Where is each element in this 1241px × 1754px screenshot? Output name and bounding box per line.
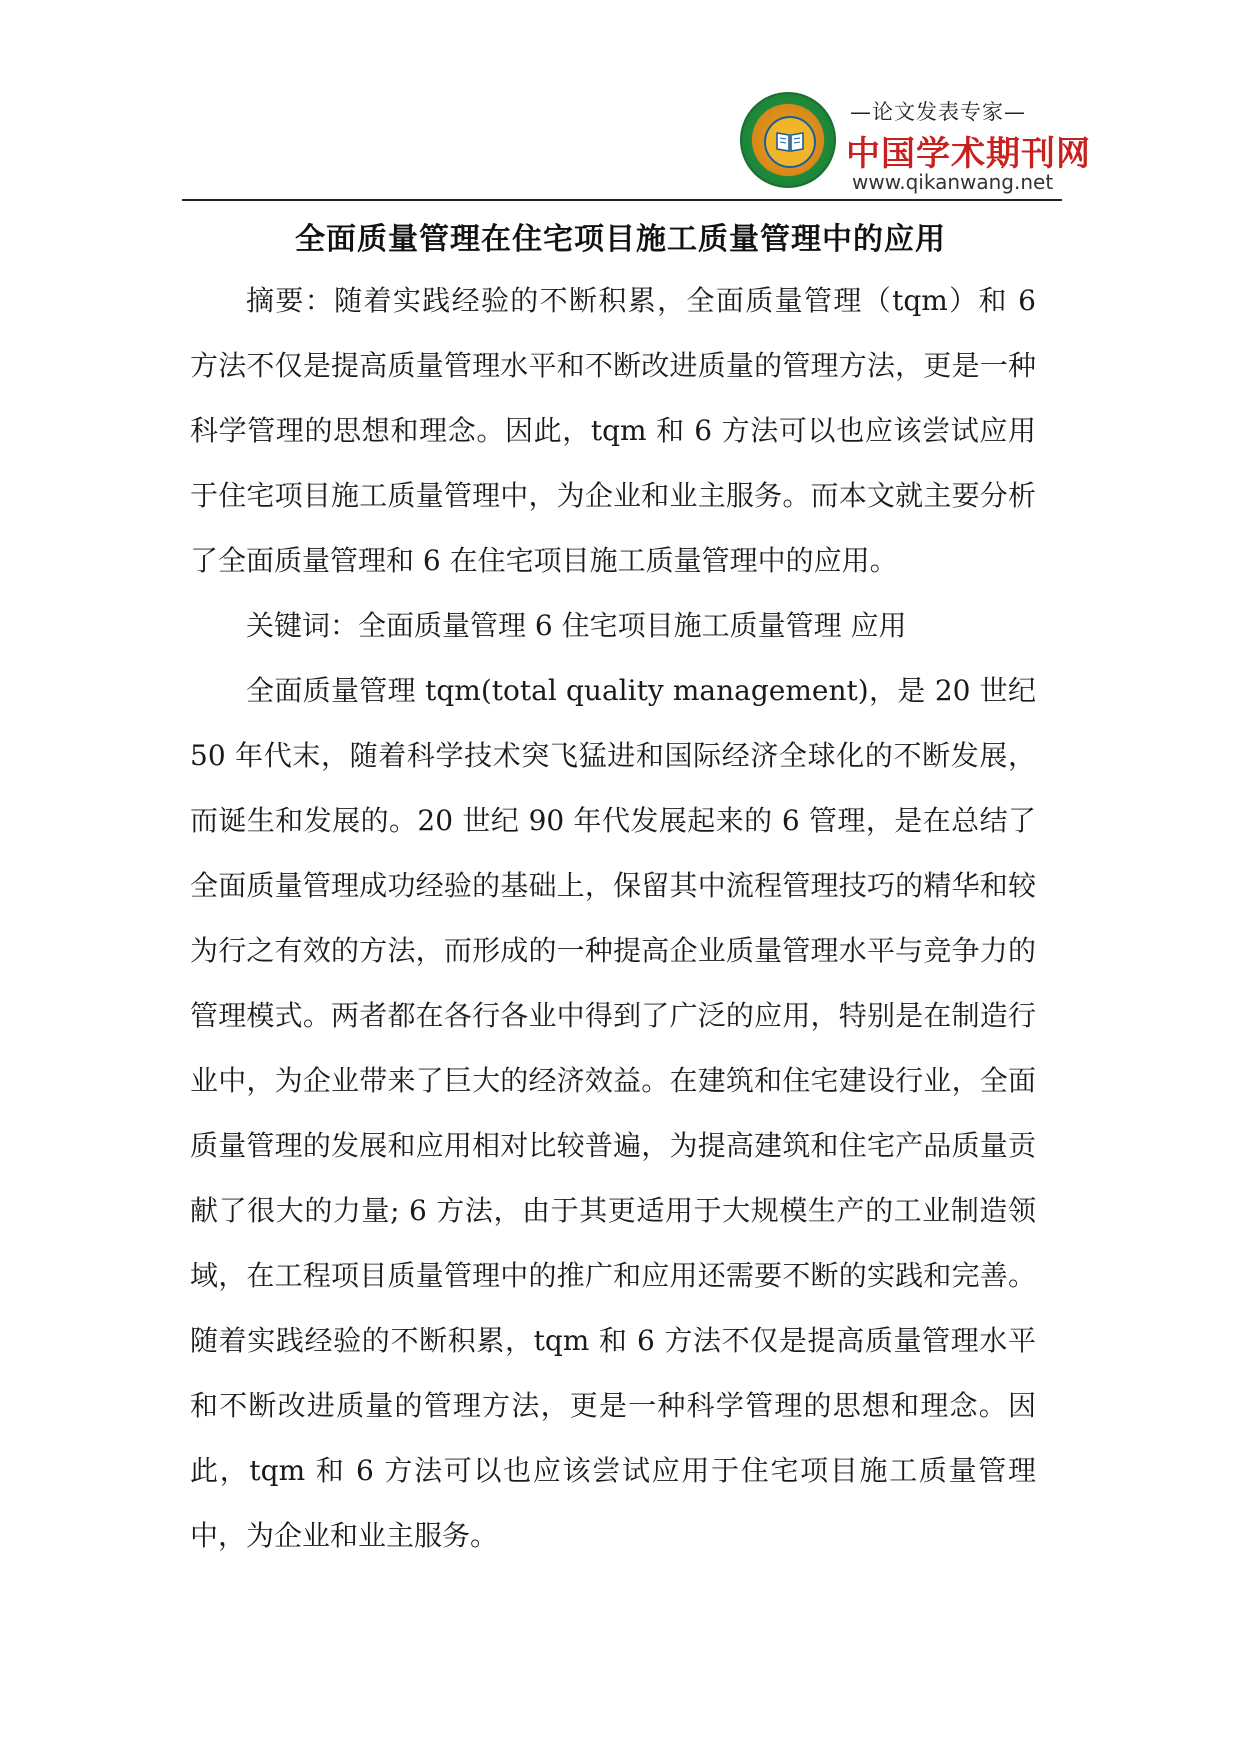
logo-site-name: 中国学术期刊网 — [846, 134, 1091, 174]
book-icon — [764, 116, 816, 168]
logo-slogan: —论文发表专家— — [850, 100, 1026, 124]
logo-badge — [740, 92, 836, 188]
document-title: 全面质量管理在住宅项目施工质量管理中的应用 — [295, 222, 946, 257]
body-paragraph: 全面质量管理 tqm(total quality management)，是 20 世纪 50 年代末，随着科学技术突飞猛进和国际经济全球化的不断发展，而诞生和发展的。20 世纪 90 年代发展起来的 6 管理，是在总结了全面质量管理成功经验的基础上，保留其中流程管理技巧的精华和较为行之有效的方法，而形成的一种提高企业质量管理水平与竞争力的管理模式。两者都在各行各业中得到了广泛的应用，特别是在制造行业中，为企业带来了巨大的经济效益。在建筑和住宅建设行业，全面质量管理的发展和应用相对比较普遍，为提高建筑和住宅产品质量贡献了很大的力量; 6 方法，由于其更适用于大规模生产的工业制造领域，在工程项目质量管理中的推广和应用还需要不断的实践和完善。随着实践经验的不断积累，tqm 和 6 方法不仅是提高质量管理水平和不断改进质量的管理方法，更是一种科学管理的思想和理念。因此，tqm 和 6 方法可以也应该尝试应用于住宅项目施工质量管理中，为企业和业主服务。 — [190, 674, 1036, 1552]
open-book-icon — [776, 130, 804, 152]
abstract-paragraph: 摘要：随着实践经验的不断积累，全面质量管理（tqm）和 6 方法不仅是提高质量管理水平和不断改进质量的管理方法，更是一种科学管理的思想和理念。因此，tqm 和 6 方法可以也应该尝试应用于住宅项目施工质量管理中，为企业和业主服务。而本文就主要分析了全面质量管理和 6 在住宅项目施工质量管理中的应用。 — [190, 284, 1036, 577]
document-body — [190, 268, 1036, 1568]
logo-url: www.qikanwang.net — [852, 170, 1054, 194]
keywords-paragraph: 关键词：全面质量管理 6 住宅项目施工质量管理 应用 — [246, 609, 907, 642]
header-divider — [182, 199, 1062, 201]
site-logo[interactable] — [740, 90, 1091, 195]
